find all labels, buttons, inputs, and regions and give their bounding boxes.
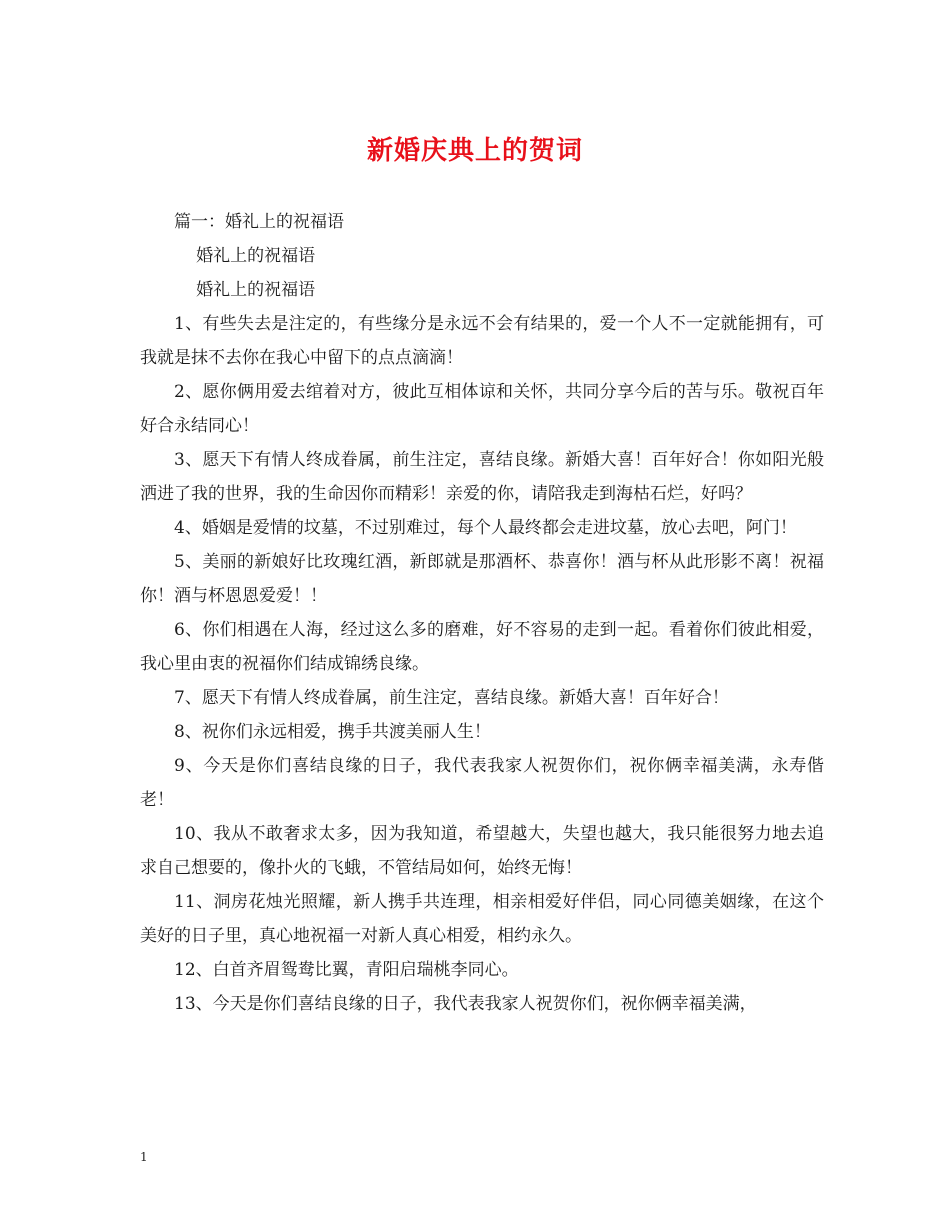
paragraph: 13、今天是你们喜结良缘的日子，我代表我家人祝贺你们，祝你俩幸福美满， bbox=[174, 994, 757, 1014]
paragraph: 10、我从不敢奢求太多，因为我知道，希望越大，失望也越大，我只能很努力地去追求自己想要的，像扑火的飞蛾，不管结局如何，始终无悔！ bbox=[140, 824, 824, 878]
paragraph: 7、愿天下有情人终成眷属，前生注定，喜结良缘。新婚大喜！百年好合！ bbox=[174, 688, 729, 708]
paragraph: 6、你们相遇在人海，经过这么多的磨难，好不容易的走到一起。看着你们彼此相爱，我心里由衷的祝福你们结成锦绣良缘。 bbox=[140, 620, 824, 674]
subheading: 婚礼上的祝福语 bbox=[196, 280, 316, 300]
document-title: 新婚庆典上的贺词 bbox=[366, 136, 583, 166]
paragraph: 4、婚姻是爱情的坟墓，不过别难过，每个人最终都会走进坟墓，放心去吧，阿门！ bbox=[174, 518, 797, 538]
paragraph: 5、美丽的新娘好比玫瑰红酒，新郎就是那酒杯、恭喜你！酒与杯从此形影不离！祝福你！酒与杯恩恩爱爱！！ bbox=[140, 552, 824, 606]
document-body bbox=[140, 205, 824, 1021]
paragraph: 2、愿你俩用爱去绾着对方，彼此互相体谅和关怀，共同分享今后的苦与乐。敬祝百年好合永结同心！ bbox=[140, 382, 824, 436]
paragraph: 9、今天是你们喜结良缘的日子，我代表我家人祝贺你们，祝你俩幸福美满，永寿偕老！ bbox=[140, 756, 824, 810]
paragraph: 12、白首齐眉鸳鸯比翼，青阳启瑞桃李同心。 bbox=[174, 960, 519, 980]
page-number: 1 bbox=[140, 1150, 148, 1164]
paragraph: 1、有些失去是注定的，有些缘分是永远不会有结果的，爱一个人不一定就能拥有，可我就是抹不去你在我心中留下的点点滴滴！ bbox=[140, 314, 824, 368]
paragraph: 8、祝你们永远相爱，携手共渡美丽人生！ bbox=[174, 722, 491, 742]
subheading: 婚礼上的祝福语 bbox=[196, 246, 316, 266]
paragraph: 3、愿天下有情人终成眷属，前生注定，喜结良缘。新婚大喜！百年好合！你如阳光般洒进了我的世界，我的生命因你而精彩！亲爱的你，请陪我走到海枯石烂，好吗？ bbox=[140, 450, 824, 504]
paragraph: 11、洞房花烛光照耀，新人携手共连理，相亲相爱好伴侣，同心同德美姻缘，在这个美好的日子里，真心地祝福一对新人真心相爱，相约永久。 bbox=[140, 892, 824, 946]
section-heading: 篇一：婚礼上的祝福语 bbox=[174, 212, 344, 232]
